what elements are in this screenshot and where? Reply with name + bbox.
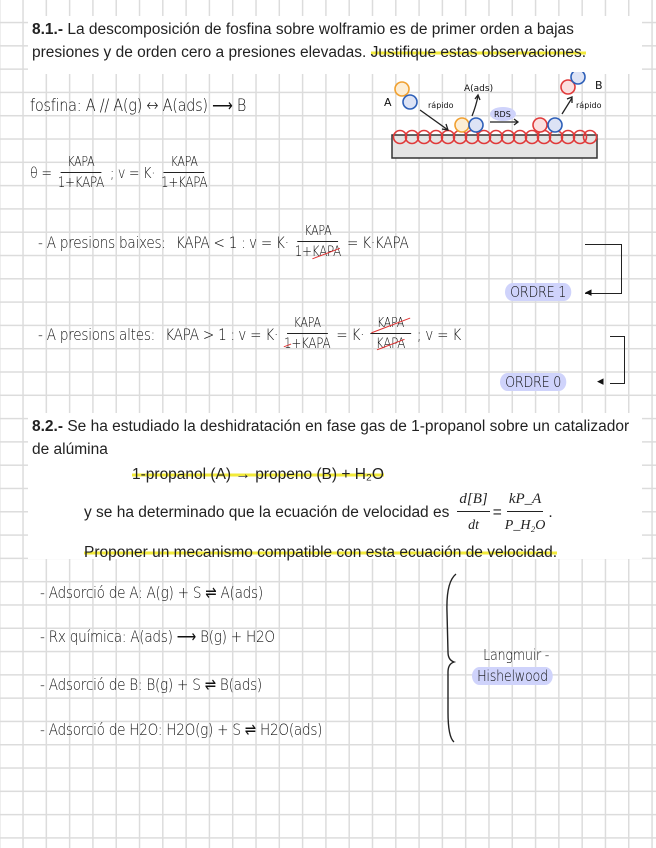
theta-num: KAPA [61,155,102,173]
problem-number: 8.1.- [32,21,64,38]
high-fraction [284,316,330,352]
mechanism-step: - Adsorció de A: A(g) + S ⇌ A(ads) [40,583,263,602]
diagram-label-rapid-1: rápido [428,101,454,110]
v-den: 1+KAPA [161,175,208,191]
high-label: - A presions altes: [38,324,156,344]
high-den [284,334,330,352]
adsorption-diagram [380,72,610,162]
low-num: KAPA [298,224,339,242]
diagram-label-a: A [384,96,392,109]
fosfina-line: fosfina: A // A(g) ↔ A(ads) ⟶ B [30,96,247,116]
reaction: 1-propanol (A) → propeno (B) + H₂O [132,466,384,483]
rate-text: y se ha determinado que la ecuación de velocidad es [84,504,450,521]
high-cond: KAPA > 1 : [165,324,235,344]
problem-text: Se ha estudiado la deshidratación en fase gas de 1-propanol sobre un catalizador de alúmina [32,418,630,458]
low-arrowhead: ◂ [585,285,592,300]
theta-fraction [58,155,104,191]
high-eq: = K· [336,324,365,344]
low-result: = K·KAPA [346,232,409,252]
low-label: - A presions baixes: [38,232,166,252]
high-pressure-line [38,316,461,352]
diagram-label-rapid-2: rápido [576,101,602,110]
diagram-label-aads: A(ads) [464,84,494,94]
diagram-label-rds: RDS [494,110,511,119]
low-v: v = K· [248,232,289,252]
rate-lhs [457,488,489,537]
v-lhs: ; v = K· [109,164,156,182]
high-result: ; v = K [416,324,461,344]
rate-rhs-num: kP_A [507,488,543,512]
order-1-badge: ORDRE 1 [505,283,571,301]
mechanism-step: - Adsorció de H2O: H2O(g) + S ⇌ H2O(ads) [40,720,323,739]
low-cond: KAPA < 1 : [175,232,246,252]
mechanism-name-2: Hishelwood [472,667,553,685]
v-fraction [161,155,207,191]
high-num-2: KAPA [370,316,411,334]
high-arrowhead: ◂ [597,374,604,389]
rate-lhs-den: dt [468,518,479,533]
problem-number: 8.2.- [32,418,64,435]
mechanism-step: - Adsorció de B: B(g) + S ⇌ B(ads) [40,675,262,694]
mechanism-name-1: Langmuir - [483,646,550,664]
high-num: KAPA [287,316,328,334]
brace [442,572,462,744]
high-arrow [610,336,625,384]
high-den-a: 1 [284,336,292,352]
theta-equation [30,155,210,191]
low-den-a: 1+ [294,244,312,260]
low-den-b: KAPA [311,244,342,260]
high-den-b: +KAPA [291,336,331,352]
v-num: KAPA [164,155,205,173]
diagram-label-b: B [595,79,603,92]
theta-lhs: θ = [30,164,52,182]
high-fraction-2 [370,316,411,352]
low-pressure-line [38,224,409,260]
rate-lhs-num: d[B] [457,488,489,512]
low-fraction [295,224,341,260]
task: Proponer un mecanismo compatible con esta ecuación de velocidad. [84,544,558,561]
low-den [295,242,341,260]
theta-den: 1+KAPA [57,175,105,191]
problem-highlight: Justifique estas observaciones. [370,44,587,61]
mechanism-step: - Rx química: A(ads) ⟶ B(g) + H2O [40,627,275,646]
rate-rhs-den: P_H₂O [504,518,546,533]
rate-rhs [505,488,546,537]
problem-text: La descomposición de fosfina sobre wolframio es de primer orden a bajas presiones y de orden cero a presiones elevadas. [32,21,574,61]
high-den-2: KAPA [375,336,406,352]
problem-8-2: 8.2.- Se ha estudiado la deshidratación en fase gas de 1-propanol sobre un catalizador de alúmina 1-propanol (A) → propeno (B) + H₂O y se ha determinado que la ecuación de velocidad es $\frac{d[B]}{dt}$ = $\frac{kP\_A}{\text{P\_H₂O}}$ . Proponer un mecanismo compatible con esta ecuación de velocidad. [28,413,642,559]
high-v: v = K· [238,324,279,344]
problem-8-1 [28,16,642,74]
order-0-badge: ORDRE 0 [500,373,566,391]
